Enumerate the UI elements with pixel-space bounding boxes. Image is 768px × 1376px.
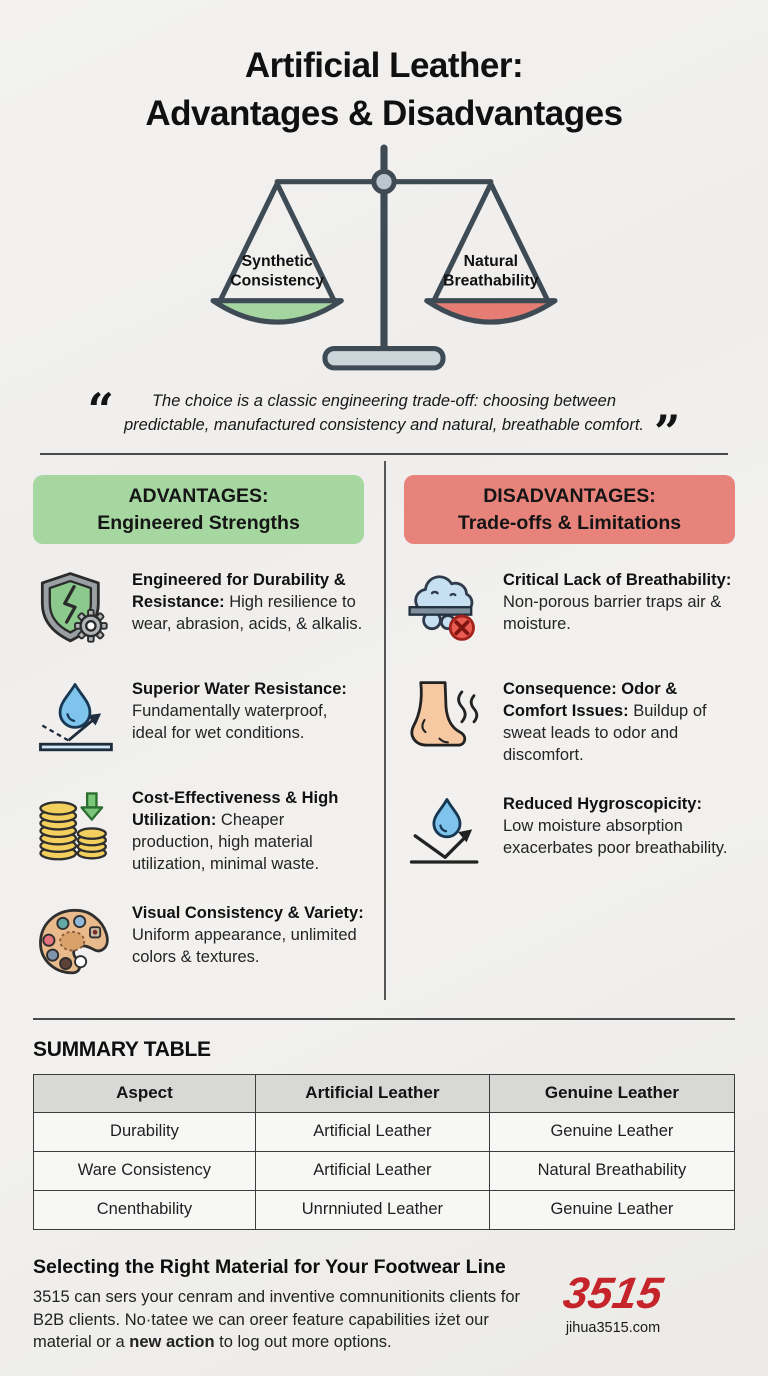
table-cell: Genuine Leather xyxy=(489,1190,734,1229)
balance-scale-illustration xyxy=(210,143,558,380)
page-title xyxy=(0,0,768,139)
advantage-description: Fundamentally waterproof, ideal for wet conditions. xyxy=(132,702,328,742)
advantage-bold-label: Superior Water Resistance: xyxy=(132,680,347,699)
brand-url[interactable]: jihua3515.com xyxy=(565,1319,661,1336)
disadvantages-header-line1: DISADVANTAGES: xyxy=(483,485,656,508)
disadvantage-bold-label: Consequence: Odor & Comfort Issues: xyxy=(503,680,678,720)
table-cell: Artificial Leather xyxy=(255,1112,489,1151)
cloud-blocked-icon xyxy=(404,568,488,652)
balance-scale-icon xyxy=(210,143,558,375)
disadvantage-bold-label: Critical Lack of Breathability: xyxy=(503,571,732,590)
footer-heading: Selecting the Right Material for Your Footwear Line xyxy=(33,1255,506,1278)
disadvantage-item xyxy=(404,677,735,767)
foot-odor-icon xyxy=(404,677,488,761)
footer-paragraph-end: to log out more options. xyxy=(214,1333,392,1352)
palette-icon xyxy=(33,901,117,985)
advantages-column xyxy=(33,475,364,1009)
advantage-description: Cheaper production, high material utilization, minimal waste. xyxy=(132,811,320,873)
disadvantage-description: Buildup of sweat leads to odor and discomfort. xyxy=(503,702,707,764)
advantages-list xyxy=(33,568,364,985)
table-header-row xyxy=(34,1074,735,1112)
advantages-header xyxy=(33,475,364,544)
summary-section xyxy=(0,1020,768,1230)
left-pan-label-line1: Synthetic xyxy=(241,252,313,270)
shield-gear-icon xyxy=(33,568,117,652)
left-pan-label-line2: Consistency xyxy=(230,272,325,290)
quote-line2: predictable, manufactured consistency and natural, breathable comfort. xyxy=(123,415,645,434)
disadvantage-text xyxy=(503,568,735,636)
open-quote-icon: “ xyxy=(87,382,114,437)
footer-section xyxy=(0,1230,768,1354)
right-pan-label-line2: Breathability xyxy=(443,272,539,290)
column-divider xyxy=(384,461,386,999)
quote-text xyxy=(124,390,644,438)
footer-text-block xyxy=(33,1256,525,1354)
advantage-bold-label: Engineered for Durability & Resistance: xyxy=(132,571,346,611)
advantage-bold-label: Visual Consistency & Variety: xyxy=(132,903,364,922)
brand-logo: 3515 xyxy=(559,1268,667,1318)
advantages-header-line2: Engineered Strengths xyxy=(97,511,300,534)
disadvantage-bold-label: Reduced Hygroscopicity: xyxy=(503,794,702,813)
table-cell: Ware Consistency xyxy=(34,1151,256,1190)
comparison-columns xyxy=(0,455,768,1009)
advantage-item xyxy=(33,786,364,876)
table-cell: Genuine Leather xyxy=(489,1112,734,1151)
page-title-line2: Advantages & Disadvantages xyxy=(145,94,623,134)
disadvantages-list xyxy=(404,568,735,876)
brand-block xyxy=(543,1256,683,1354)
disadvantage-item xyxy=(404,792,735,876)
advantages-header-line1: ADVANTAGES: xyxy=(128,485,269,508)
footer-paragraph-bold: new action xyxy=(129,1333,215,1352)
disadvantage-text xyxy=(503,792,735,860)
table-row xyxy=(34,1112,735,1151)
advantage-description: High resilience to wear, abrasion, acids, & alkalis. xyxy=(132,593,363,633)
advantage-text xyxy=(132,677,364,745)
table-cell: Durability xyxy=(34,1112,256,1151)
table-header-cell: Aspect xyxy=(34,1074,256,1112)
advantage-text xyxy=(132,568,364,636)
disadvantage-description: Low moisture absorption exacerbates poor breathability. xyxy=(503,816,728,857)
table-cell: Cnenthability xyxy=(34,1190,256,1229)
disadvantages-header-line2: Trade-offs & Limitations xyxy=(457,511,682,534)
table-cell: Natural Breathability xyxy=(489,1151,734,1190)
table-header-cell: Genuine Leather xyxy=(489,1074,734,1112)
quote-block xyxy=(48,382,720,460)
advantage-item xyxy=(33,677,364,761)
page-title-line1: Artificial Leather: xyxy=(244,46,524,85)
summary-table-heading: SUMMARY TABLE xyxy=(33,1037,211,1061)
table-row xyxy=(34,1190,735,1229)
advantage-text xyxy=(132,786,364,876)
coins-arrow-icon xyxy=(33,786,117,870)
table-cell: Unrnniuted Leather xyxy=(255,1190,489,1229)
table-cell: Artificial Leather xyxy=(255,1151,489,1190)
advantage-item xyxy=(33,568,364,652)
right-pan-label-line1: Natural xyxy=(463,252,519,270)
disadvantages-column xyxy=(404,475,735,1009)
quote-line1: The choice is a classic engineering trade-off: choosing between xyxy=(151,391,617,410)
close-quote-icon: ” xyxy=(654,405,681,460)
disadvantage-description: Non-porous barrier traps air & moisture. xyxy=(503,593,722,633)
table-row xyxy=(34,1151,735,1190)
summary-table xyxy=(33,1074,735,1230)
drop-deflect-icon xyxy=(404,792,488,876)
table-header-cell: Artificial Leather xyxy=(255,1074,489,1112)
advantage-description: Uniform appearance, unlimited colors & textures. xyxy=(132,925,357,966)
advantage-text xyxy=(132,901,364,969)
advantage-bold-label: Cost-Effectiveness & High Utilization: xyxy=(132,789,339,829)
footer-paragraph-start: 3515 can sers your cenram and inventive comnunitionits clients for B2B clients. No·tatee we can oreer feature capabilities iżet our material or a xyxy=(33,1287,520,1352)
disadvantage-item xyxy=(404,568,735,652)
water-drop-bounce-icon xyxy=(33,677,117,761)
advantage-item xyxy=(33,901,364,985)
footer-paragraph xyxy=(33,1286,525,1354)
disadvantage-text xyxy=(503,677,735,767)
disadvantages-header xyxy=(404,475,735,544)
